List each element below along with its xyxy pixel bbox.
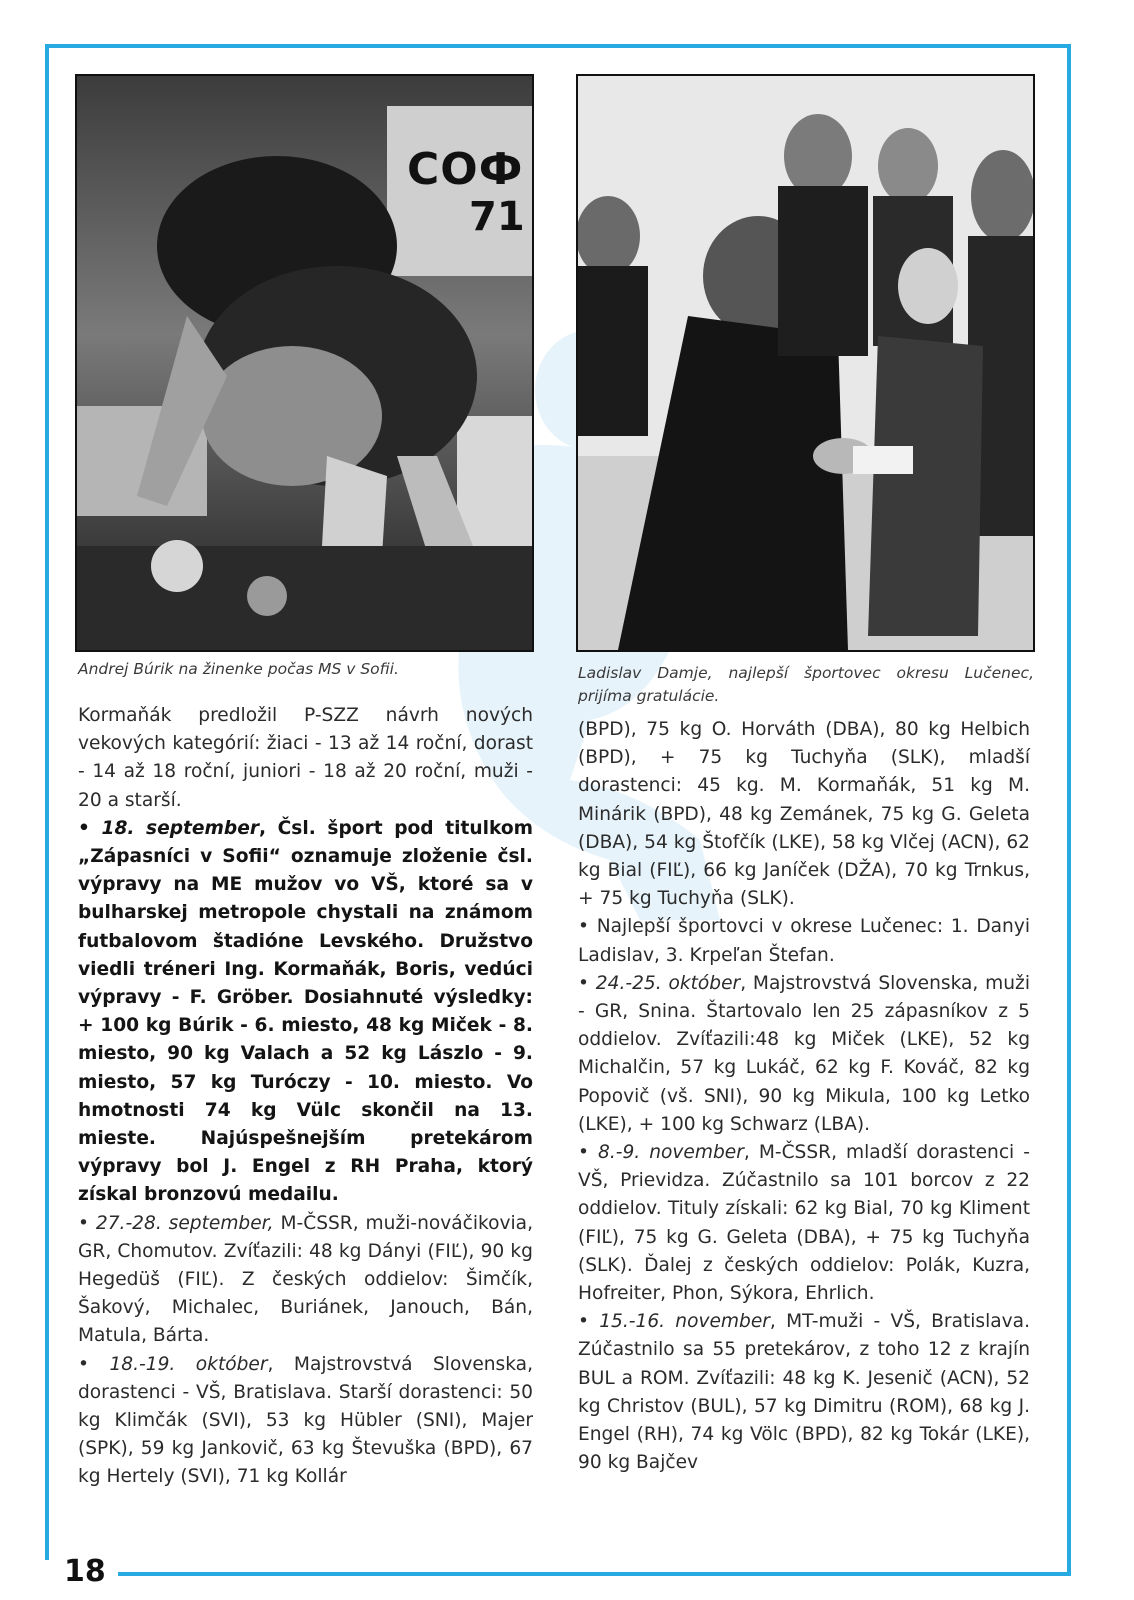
- sign-year: 71: [469, 194, 525, 240]
- paragraph-text: , Majstrovstvá Slovenska, muži - GR, Snina. Štartovalo len 25 zápasníkov z 5 oddielov. Zvíťazili:48 kg Miček (LKE), 52 kg Michalčin, 57 kg Lukáč, 62 kg F. Kováč, 82 kg Popovič (vš. SNI), 90 kg Mikula, 100 kg Letko (LKE), + 100 kg Schwarz (LBA).: [578, 972, 1030, 1135]
- wrestling-photo: [75, 74, 534, 652]
- left-text-column: [78, 702, 533, 1492]
- right-photo-caption: Ladislav Damje, najlepší športovec okresu Lučenec, prijíma gratulácie.: [578, 664, 1034, 705]
- paragraph: (BPD), 75 kg O. Horváth (DBA), 80 kg Helbich (BPD), + 75 kg Tuchyňa (SLK), mladší dorastenci: 45 kg. M. Kormaňák, 51 kg M. Minárik (BPD), 48 kg Zemánek, 75 kg G. Geleta (DBA), 54 kg Štofčík (LKE), 58 kg Vlčej (ACN), 62 kg Bial (FIĽ), 66 kg Janíček (DŽA), 70 kg Trnkus, + 75 kg Tuchyňa (SLK).: [578, 719, 1030, 910]
- ceremony-photo: [576, 74, 1035, 652]
- date-label: 8.-9. november: [598, 1142, 744, 1164]
- page-number: 18: [64, 1554, 106, 1589]
- paragraph: • 15.-16. november, MT-muži - VŠ, Bratislava. Zúčastnilo sa 55 pretekárov, z toho 12 z krajín BUL a ROM. Zvíťazili: 48 kg K. Jesenič (ACN), 52 kg Christov (BUL), 57 kg Dimitru (ROM), 68 kg J. Engel (RH), 74 kg Völc (BPD), 82 kg Tokár (LKE), 90 kg Bajčev: [578, 1311, 1030, 1474]
- paragraph: • 24.-25. október, Majstrovstvá Slovenska, muži - GR, Snina. Štartovalo len 25 zápasníkov z 5 oddielov. Zvíťazili:48 kg Miček (LKE), 52 kg Michalčin, 57 kg Lukáč, 62 kg F. Kováč, 82 kg Popovič (vš. SNI), 90 kg Mikula, 100 kg Letko (LKE), + 100 kg Schwarz (LBA).: [578, 972, 1030, 1135]
- date-label: 15.-16. november: [599, 1311, 770, 1333]
- paragraph: Kormaňák predložil P-SZZ návrh nových vekových kategórií: žiaci - 13 až 14 roční, dorast - 14 až 18 roční, juniori - 18 až 20 roční, muži - 20 a starší.: [78, 705, 533, 811]
- date-label: 27.-28. september,: [95, 1212, 274, 1234]
- paragraph-bold: • 18. september, Čsl. šport pod titulkom „Zápasníci v Sofii“ oznamuje zloženie čsl. výpravy na ME mužov vo VŠ, ktoré sa v bulharskej metropole chystali na známom futbalovom štadióne Levského. Družstvo viedli tréneri Ing. Kormaňák, Boris, vedúci výpravy - F. Gröber. Dosiahnuté výsledky: + 100 kg Búrik - 6. miesto, 48 kg Miček - 8. miesto, 90 kg Valach a 52 kg Lászlo - 9. miesto, 57 kg Turóczy - 10. miesto. Vo hmotnosti 74 kg Vülc skončil na 13. mieste. Najúspešnejším pretekárom výpravy bol J. Engel z RH Praha, ktorý získal bronzovú medailu.: [78, 817, 533, 1206]
- paragraph-text: , MT-muži - VŠ, Bratislava. Zúčastnilo sa 55 pretekárov, z toho 12 z krajín BUL a ROM. Zvíťazili: 48 kg K. Jesenič (ACN), 52 kg Christov (BUL), 57 kg Dimitru (ROM), 68 kg J. Engel (RH), 74 kg Völc (BPD), 82 kg Tokár (LKE), 90 kg Bajčev: [578, 1311, 1030, 1474]
- date-label: 18. september: [101, 817, 259, 839]
- paragraph: • 18.-19. október, Majstrovstvá Slovenska, dorastenci - VŠ, Bratislava. Starší dorastenci: 50 kg Klimčák (SVI), 53 kg Hübler (SNI), Majer (SPK), 59 kg Jankovič, 63 kg Števuška (BPD), 67 kg Hertely (SVI), 71 kg Kollár: [78, 1353, 533, 1488]
- date-label: 24.-25. október: [595, 972, 741, 994]
- sign-text: СОФ: [407, 144, 524, 195]
- right-text-column: [578, 716, 1030, 1477]
- paragraph-text: , M-ČSSR, mladší dorastenci - VŠ, Prievidza. Zúčastnilo sa 101 borcov z 22 oddielov. Tituly získali: 62 kg Bial, 70 kg Kliment (FIĽ), 75 kg G. Geleta (DBA), + 75 kg Tuchyňa (SLK). Ďalej z českých oddielov: Polák, Kuzra, Hofreiter, Phon, Sýkora, Ehrlich.: [578, 1142, 1030, 1305]
- paragraph: • 27.-28. september, M-ČSSR, muži-nováčikovia, GR, Chomutov. Zvíťazili: 48 kg Dányi (FIĽ), 90 kg Hegedüš (FIĽ). Z českých oddielov: Šimčík, Šakový, Michalec, Buriánek, Janouch, Bán, Matula, Bárta.: [78, 1212, 533, 1347]
- paragraph: • 8.-9. november, M-ČSSR, mladší dorastenci - VŠ, Prievidza. Zúčastnilo sa 101 borcov z 22 oddielov. Tituly získali: 62 kg Bial, 70 kg Kliment (FIĽ), 75 kg G. Geleta (DBA), + 75 kg Tuchyňa (SLK). Ďalej z českých oddielov: Polák, Kuzra, Hofreiter, Phon, Sýkora, Ehrlich.: [578, 1142, 1030, 1305]
- paragraph-text: , Čsl. šport pod titulkom „Zápasníci v Sofii“ oznamuje zloženie čsl. výpravy na ME mužov vo VŠ, ktoré sa v bulharskej metropole chystali na známom futbalovom štadióne Levského. Družstvo viedli tréneri Ing. Kormaňák, Boris, vedúci výpravy - F. Gröber. Dosiahnuté výsledky: + 100 kg Búrik - 6. miesto, 48 kg Miček - 8. miesto, 90 kg Valach a 52 kg Lászlo - 9. miesto, 57 kg Turóczy - 10. miesto. Vo hmotnosti 74 kg Vülc skončil na 13. mieste. Najúspešnejším pretekárom výpravy bol J. Engel z RH Praha, ktorý získal bronzovú medailu.: [78, 817, 533, 1206]
- date-label: 18.-19. október: [109, 1353, 268, 1375]
- left-photo-caption: Andrej Búrik na žinenke počas MS v Sofii.: [78, 660, 399, 678]
- ceremony-photo-icon: [578, 76, 1033, 650]
- paragraph: • Najlepší športovci v okrese Lučenec: 1. Danyi Ladislav, 3. Krpeľan Štefan.: [578, 916, 1030, 966]
- paragraph-text: , Majstrovstvá Slovenska, dorastenci - VŠ, Bratislava. Starší dorastenci: 50 kg Klimčák (SVI), 53 kg Hübler (SNI), Majer (SPK), 59 kg Jankovič, 63 kg Števuška (BPD), 67 kg Hertely (SVI), 71 kg Kollár: [78, 1353, 533, 1488]
- paragraph-text: M-ČSSR, muži-nováčikovia, GR, Chomutov. Zvíťazili: 48 kg Dányi (FIĽ), 90 kg Hegedüš (FIĽ). Z českých oddielov: Šimčík, Šakový, Michalec, Buriánek, Janouch, Bán, Matula, Bárta.: [78, 1212, 533, 1347]
